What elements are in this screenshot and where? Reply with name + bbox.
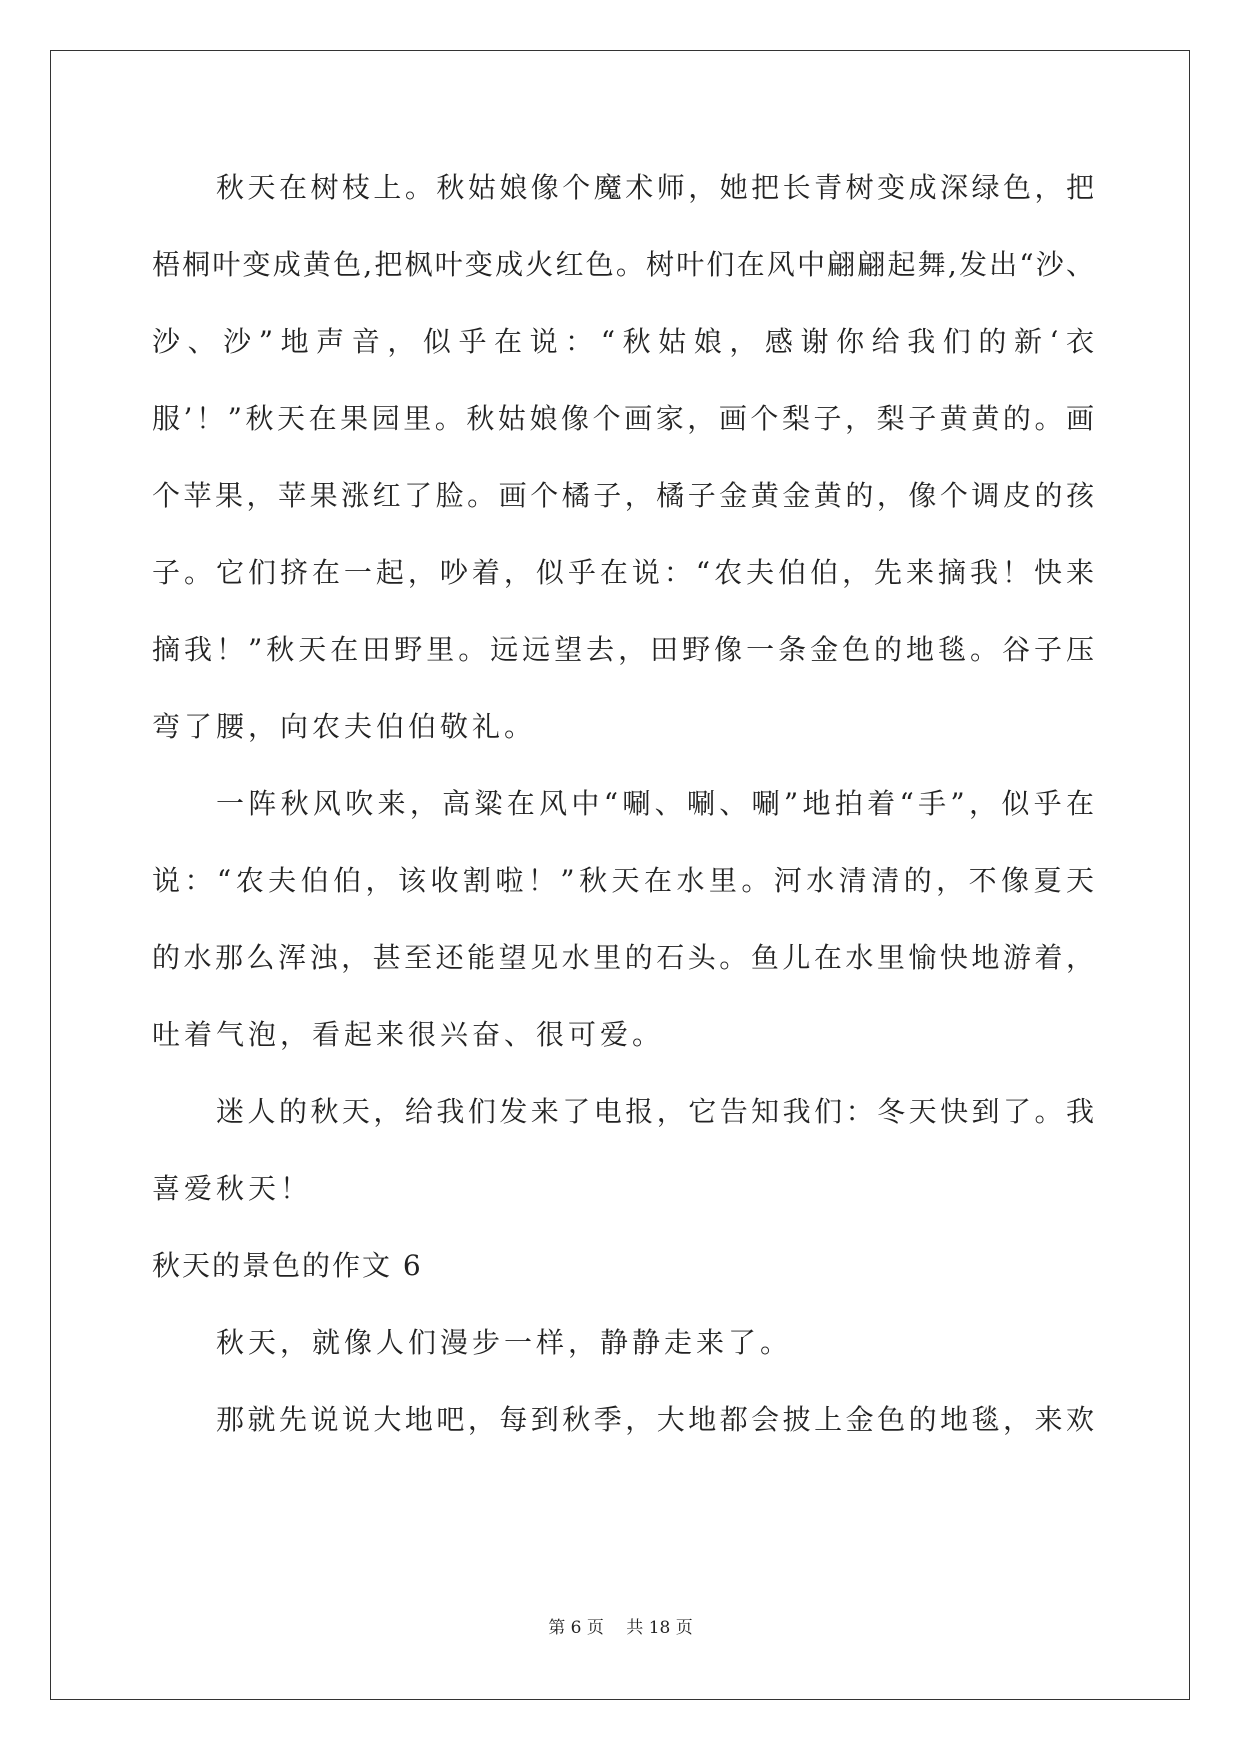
text-line: 摘我！”秋天在田野里。远远望去，田野像一条金色的地毯。谷子压 (152, 633, 1094, 666)
text-line: 沙、沙”地声音，似乎在说：“秋姑娘，感谢你给我们的新‘衣 (152, 325, 1094, 358)
text-line: 那就先说说大地吧，每到秋季，大地都会披上金色的地毯，来欢 (216, 1403, 1094, 1436)
text-line: 的水那么浑浊，甚至还能望见水里的石头。鱼儿在水里愉快地游着， (152, 941, 1094, 974)
text-line: 梧桐叶变成黄色,把枫叶变成火红色。树叶们在风中翩翩起舞,发出“沙、 (152, 248, 1094, 281)
text-line: 个苹果，苹果涨红了脸。画个橘子，橘子金黄金黄的，像个调皮的孩 (152, 479, 1094, 512)
text-line: 弯了腰，向农夫伯伯敬礼。 (152, 710, 537, 743)
text-line: 吐着气泡，看起来很兴奋、很可爱。 (152, 1018, 665, 1051)
text-line: 秋天在树枝上。秋姑娘像个魔术师，她把长青树变成深绿色，把 (216, 171, 1094, 204)
text-line: 说：“农夫伯伯，该收割啦！”秋天在水里。河水清清的，不像夏天 (152, 864, 1094, 897)
text-line: 迷人的秋天，给我们发来了电报，它告知我们：冬天快到了。我 (216, 1095, 1094, 1128)
text-line: 服’！”秋天在果园里。秋姑娘像个画家，画个梨子，梨子黄黄的。画 (152, 402, 1094, 435)
page-footer: 第 6 页 共 18 页 (548, 1618, 693, 1638)
section-heading: 秋天的景色的作文 6 (152, 1249, 423, 1282)
text-line: 秋天，就像人们漫步一样，静静走来了。 (216, 1326, 793, 1359)
text-line: 一阵秋风吹来，高粱在风中“唰、唰、唰”地拍着“手”，似乎在 (216, 787, 1094, 820)
text-line: 子。它们挤在一起，吵着，似乎在说：“农夫伯伯，先来摘我！快来 (152, 556, 1094, 589)
text-line: 喜爱秋天！ (152, 1172, 313, 1205)
